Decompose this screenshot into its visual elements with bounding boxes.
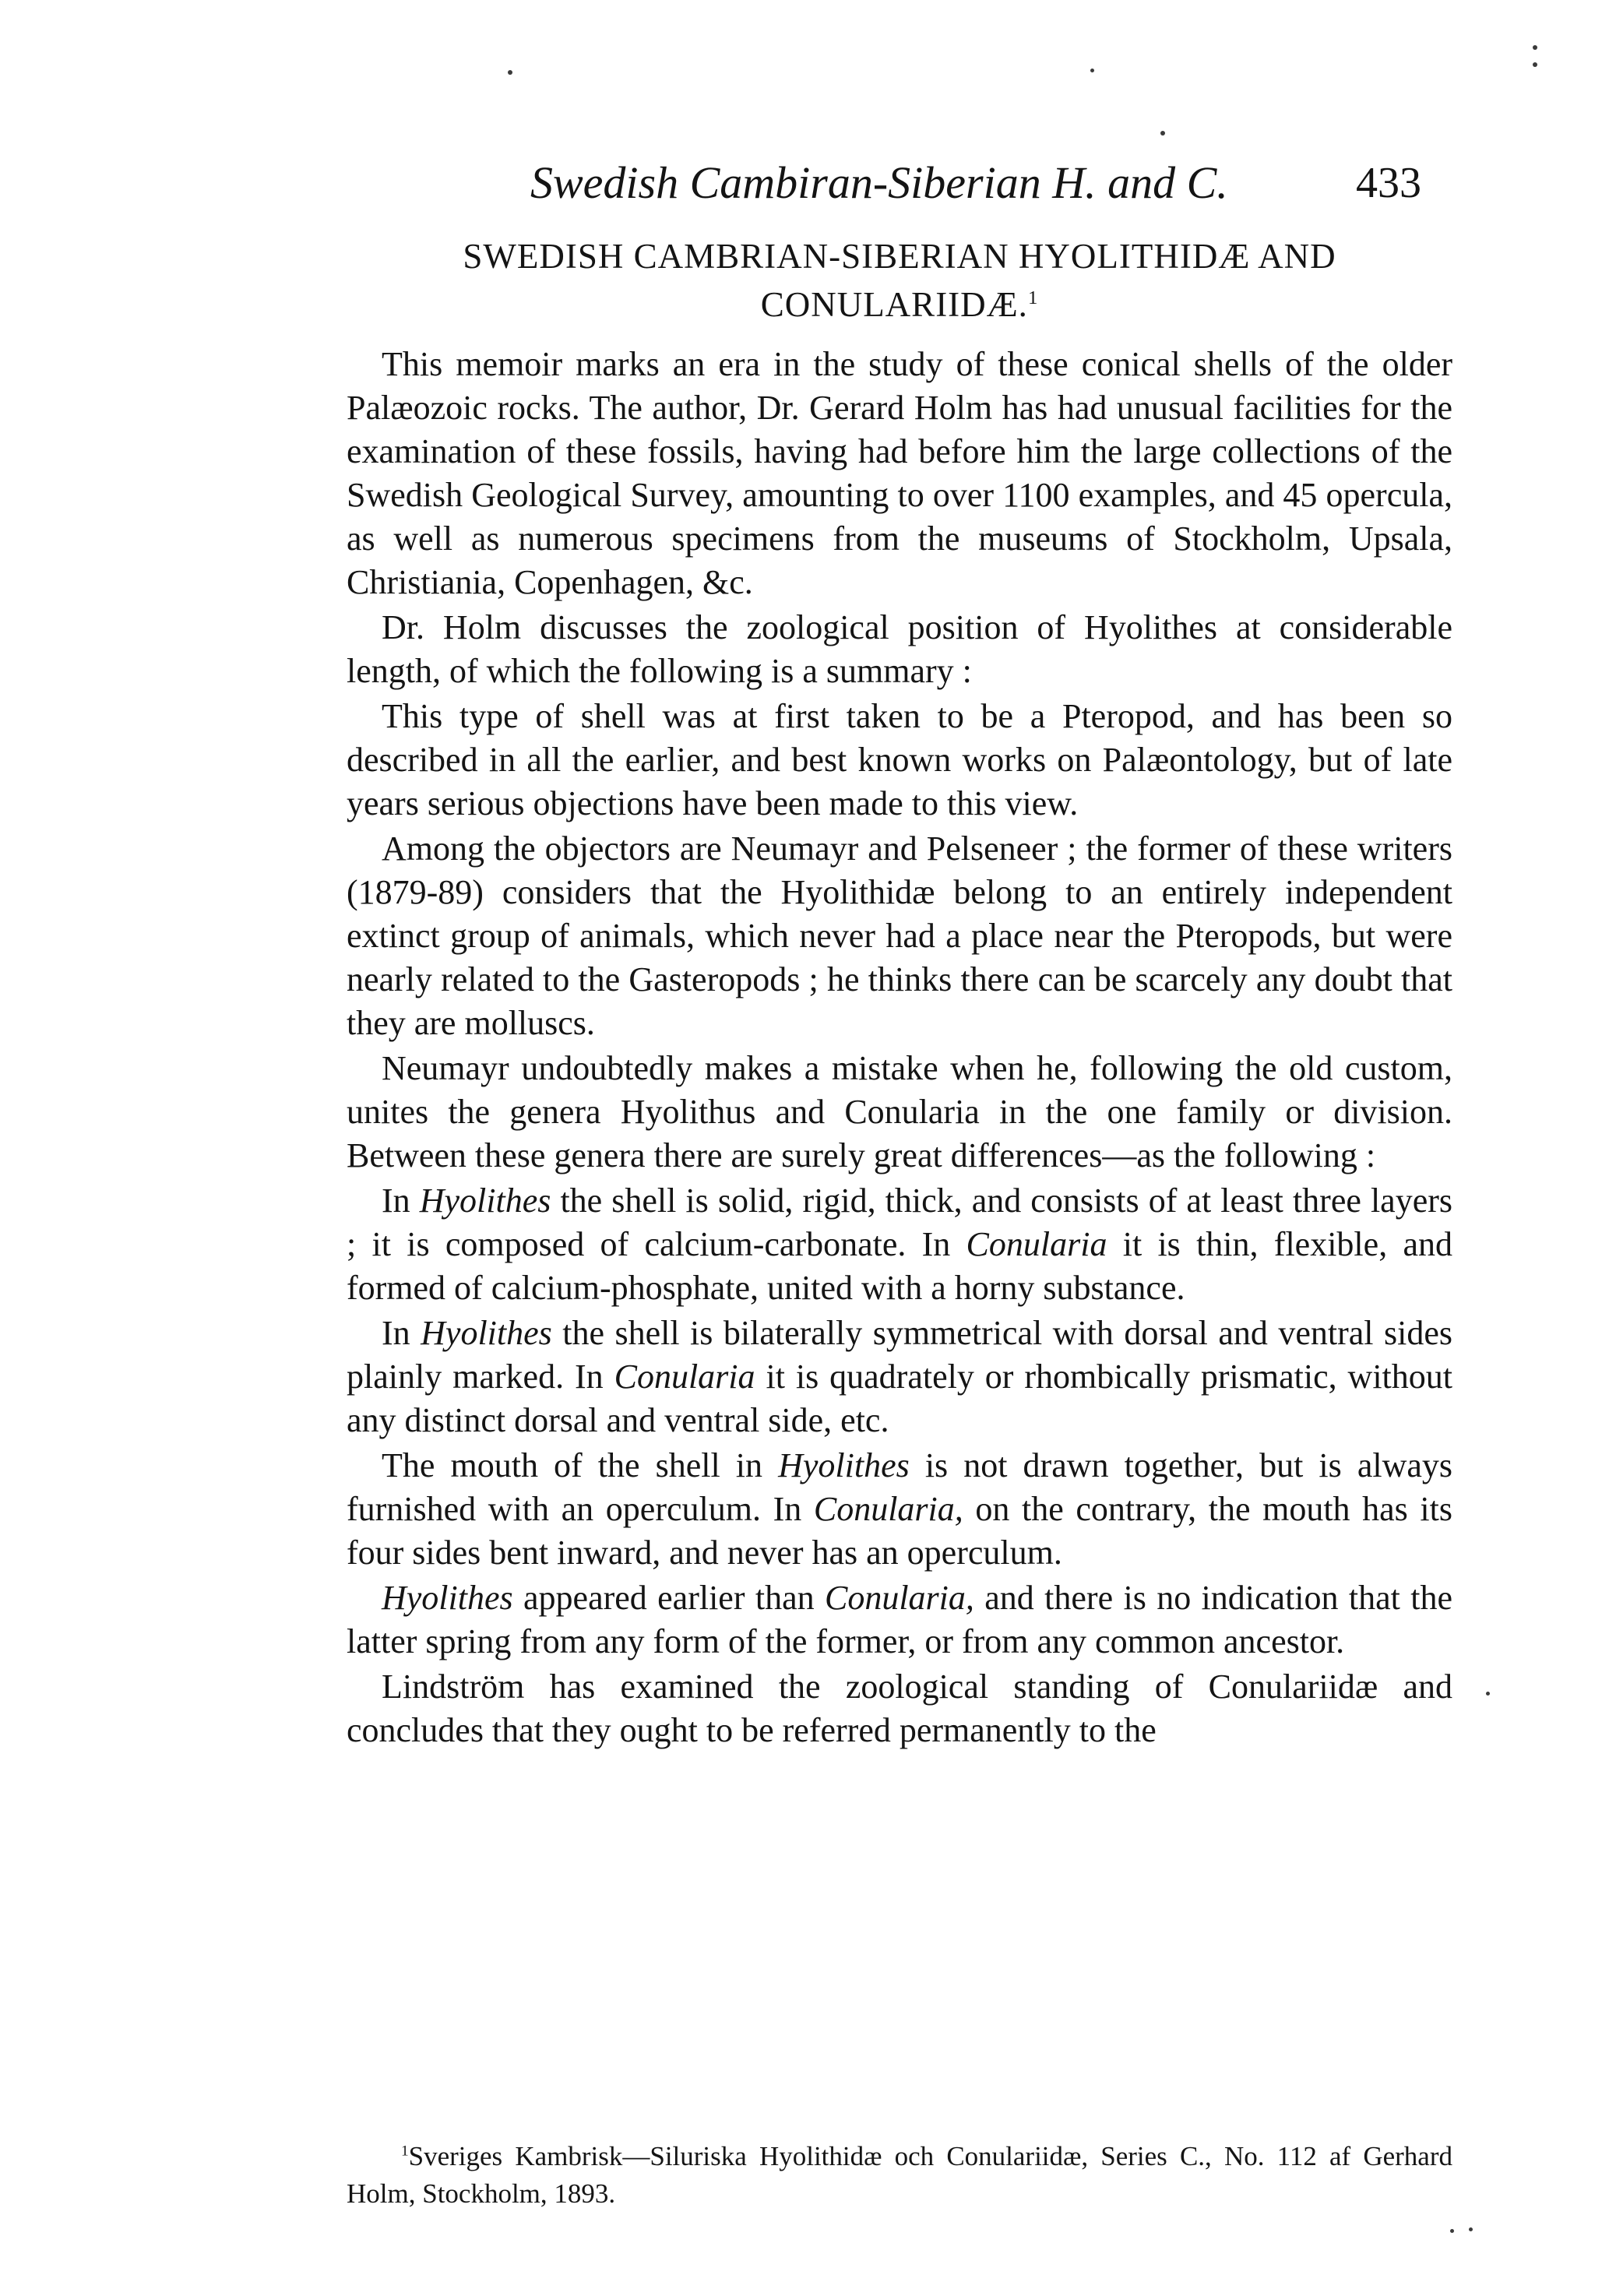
paragraph-text: This memoir marks an era in the study of these conical shells of the older Palæozoic rocks. The author, Dr. Gerard Holm has had unusual facilities for the examination of these fossils, having had before him the large collections of the Swedish Geological Survey, amounting to over 1100 examples, and 45 opercula, as well as numerous specimens from the museums of Stockholm, Upsala, Christiania, Copenhagen, &c.	[347, 345, 1452, 601]
paragraph-text: is not drawn together, but is always furnished with an operculum. In	[347, 1446, 1452, 1528]
italic-term: Hyolithes	[382, 1579, 513, 1617]
paragraph	[347, 695, 1452, 826]
paragraph-text: and there is no indication that the latter spring from any form of the former, or from any common ancestor.	[347, 1579, 1452, 1660]
scan-speck	[1486, 1692, 1490, 1696]
article-title	[347, 232, 1452, 329]
paragraph	[347, 343, 1452, 604]
footnote	[347, 2138, 1452, 2213]
article-title-line-1: SWEDISH CAMBRIAN-SIBERIAN HYOLITHIDÆ AND	[463, 237, 1336, 276]
scan-speck	[1533, 45, 1537, 50]
paragraph	[347, 1312, 1452, 1442]
paragraph	[347, 606, 1452, 693]
italic-term: Conularia	[966, 1225, 1107, 1263]
italic-term: Conularia,	[824, 1579, 974, 1617]
footnote-reference: 1	[1027, 287, 1039, 308]
scan-speck	[508, 70, 512, 75]
paragraph-text: it is thin, flexible, and formed of calcium-phosphate, united with a horny substance.	[347, 1225, 1452, 1307]
paragraph	[347, 1665, 1452, 1752]
page-header	[347, 148, 1452, 218]
paragraph-text: the shell is bilaterally symmetrical with dorsal and ventral sides plainly marked. In	[347, 1314, 1453, 1396]
paragraph-text: appeared earlier than	[512, 1579, 825, 1617]
italic-term: Hyolithes	[421, 1314, 552, 1352]
paragraph-text: This type of shell was at first taken to be a Pteropod, and has been so described in all the earlier, and best known works on Palæontology, but of late years serious objections have been made to this view.	[347, 697, 1452, 822]
paragraph-text: In	[382, 1314, 421, 1352]
page-number: 433	[1356, 159, 1421, 207]
paragraph-text: Dr. Holm discusses the zoological position of Hyolithes at considerable length, of which the following is a summary :	[347, 608, 1452, 690]
paragraph	[347, 1179, 1452, 1310]
scan-speck	[1160, 131, 1165, 136]
italic-term: Conularia	[614, 1358, 755, 1396]
article-body	[347, 343, 1452, 1754]
running-head: Swedish Cambiran-Siberian H. and C.	[530, 157, 1228, 208]
scan-speck	[1090, 69, 1094, 72]
scan-speck	[1450, 2229, 1454, 2233]
paragraph-text: Neumayr undoubtedly makes a mistake when he, following the old custom, unites the genera Hyolithus and Conularia in the one family or division. Between these genera there are surely great differences—as the following :	[347, 1049, 1452, 1174]
italic-term: Hyolithes	[419, 1181, 551, 1220]
footnote-mark: 1	[401, 2143, 409, 2160]
paragraph	[347, 1576, 1452, 1664]
paragraph-text: the shell is solid, rigid, thick, and consists of at least three layers ; it is composed of calcium-carbonate. In	[347, 1181, 1453, 1263]
paragraph-text: The mouth of the shell in	[382, 1446, 779, 1484]
paragraph	[347, 1047, 1452, 1178]
paragraph	[347, 1444, 1452, 1575]
article-title-line-2	[347, 280, 1452, 329]
paragraph-text: it is quadrately or rhombically prismatic, without any distinct dorsal and ventral side, etc.	[347, 1358, 1453, 1439]
paragraph-text: Among the objectors are Neumayr and Pelseneer ; the former of these writers (1879-89) considers that the Hyolithidæ belong to an entirely independent extinct group of animals, which never had a place near the Pteropods, but were nearly related to the Gasteropods ; he thinks there can be scarcely any doubt that they are molluscs.	[347, 829, 1452, 1042]
paragraph-text: on the contrary, the mouth has its four sides bent inward, and never has an operculum.	[347, 1490, 1452, 1572]
paragraph-text: In	[382, 1181, 420, 1220]
scan-speck	[1469, 2227, 1473, 2231]
italic-term: Hyolithes	[778, 1446, 910, 1484]
scan-speck	[1533, 62, 1537, 67]
italic-term: Conularia,	[813, 1490, 963, 1528]
footnote-text: Sveriges Kambrisk—Siluriska Hyolithidæ och Conulariidæ, Series C., No. 112 af Gerhard Holm, Stockholm, 1893.	[347, 2141, 1452, 2209]
paragraph	[347, 827, 1452, 1045]
article-title-line-2-text: CONULARIIDÆ.	[760, 285, 1028, 324]
paragraph-text: Lindström has examined the zoological standing of Conulariidæ and concludes that they ought to be referred permanently to the	[347, 1667, 1452, 1749]
